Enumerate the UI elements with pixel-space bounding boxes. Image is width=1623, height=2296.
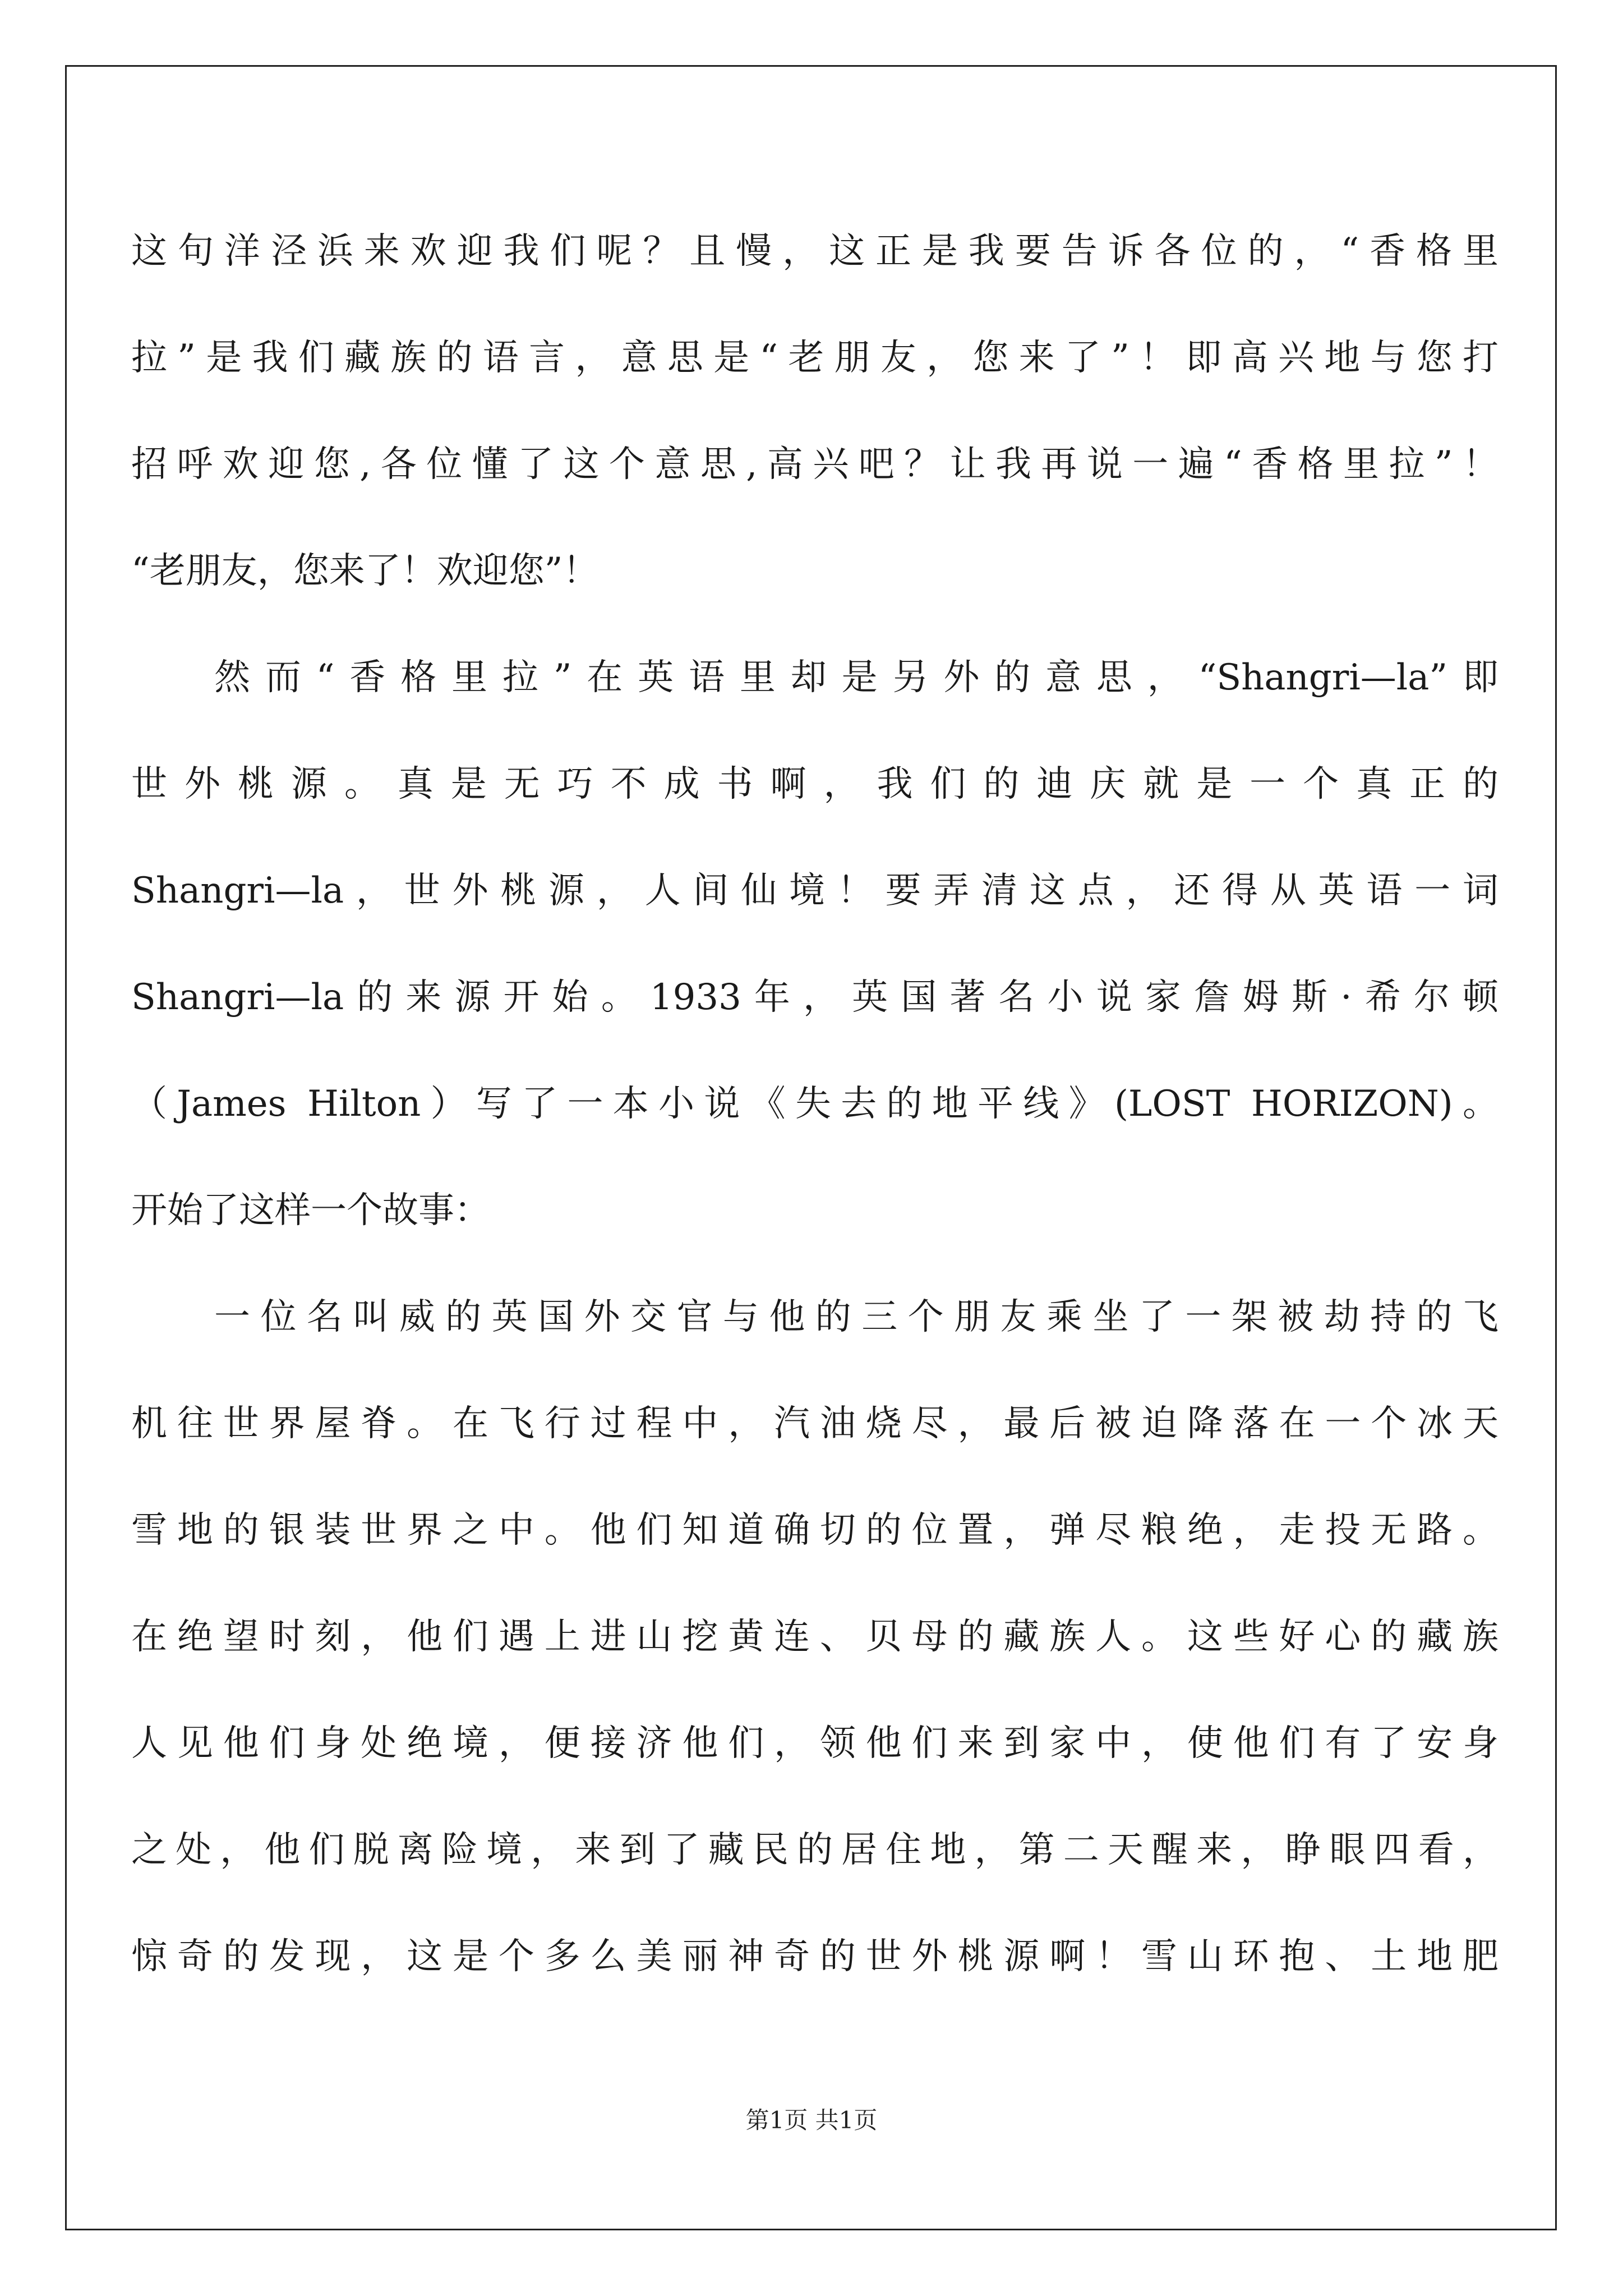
text-line: 世外桃源。真是无巧不成书啊，我们的迪庆就是一个真正的 <box>131 763 1498 805</box>
paragraph-first-line: 然而“香格里拉”在英语里却是另外的意思，“Shangri—la”即 <box>214 657 1498 698</box>
text-line: 在绝望时刻，他们遇上进山挖黄连、贝母的藏族人。这些好心的藏族 <box>131 1616 1498 1658</box>
text-line: 拉”是我们藏族的语言，意思是“老朋友，您来了”！即高兴地与您打 <box>131 337 1498 379</box>
page-border <box>65 65 1557 2230</box>
text-line: 人见他们身处绝境，便接济他们，领他们来到家中，使他们有了安身 <box>131 1723 1498 1764</box>
text-line: Shangri—la，世外桃源，人间仙境！要弄清这点，还得从英语一词 <box>131 870 1498 912</box>
text-line: “老朋友，您来了！欢迎您”！ <box>131 550 599 592</box>
text-line: 机往世界屋脊。在飞行过程中，汽油烧尽，最后被迫降落在一个冰天 <box>131 1403 1498 1444</box>
text-line: （James Hilton）写了一本小说《失去的地平线》(LOST HORIZON)。 <box>131 1083 1498 1125</box>
text-line: 惊奇的发现，这是个多么美丽神奇的世外桃源啊！雪山环抱、土地肥 <box>131 1936 1498 1977</box>
page-number-footer: 第1页 共1页 <box>745 2106 878 2134</box>
text-line: 雪地的银装世界之中。他们知道确切的位置，弹尽粮绝，走投无路。 <box>131 1510 1498 1551</box>
text-line: Shangri—la的来源开始。1933年，英国著名小说家詹姆斯·希尔顿 <box>131 977 1498 1018</box>
paragraph-first-line: 一位名叫威的英国外交官与他的三个朋友乘坐了一架被劫持的飞 <box>214 1296 1498 1338</box>
text-line: 招呼欢迎您,各位懂了这个意思,高兴吧？让我再说一遍“香格里拉”！ <box>131 444 1498 485</box>
text-line: 这句洋泾浜来欢迎我们呢？且慢，这正是我要告诉各位的，“香格里 <box>131 231 1498 272</box>
text-line: 开始了这样一个故事： <box>131 1190 490 1231</box>
text-line: 之处，他们脱离险境，来到了藏民的居住地，第二天醒来，睁眼四看， <box>131 1829 1498 1871</box>
